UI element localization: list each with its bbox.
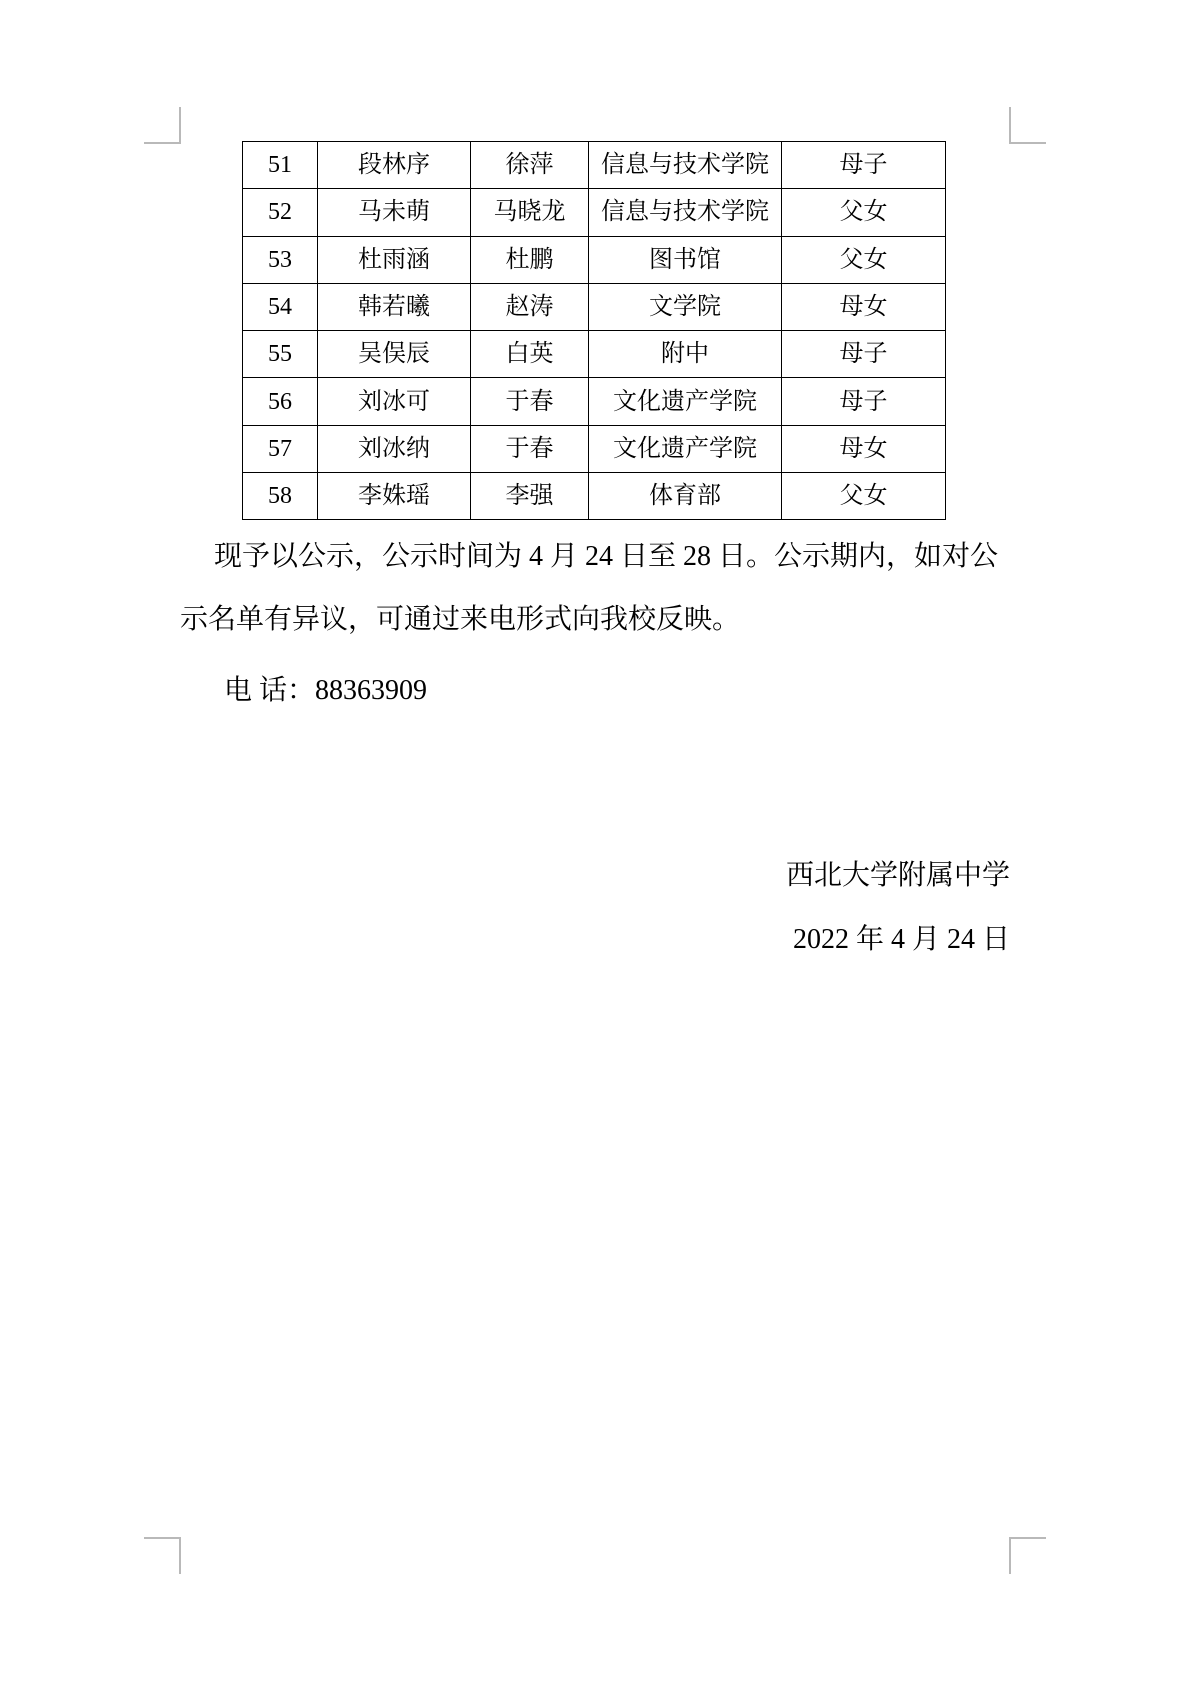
table-cell: 55 bbox=[243, 331, 318, 378]
notice-line-2: 示名单有异议，可通过来电形式向我校反映。 bbox=[180, 604, 741, 635]
table-cell: 刘冰纳 bbox=[318, 425, 471, 472]
table-cell: 母子 bbox=[782, 331, 946, 378]
table-row bbox=[243, 378, 946, 425]
table-cell: 文学院 bbox=[589, 283, 782, 330]
crop-mark-top-right bbox=[1009, 107, 1046, 144]
table-cell: 韩若曦 bbox=[318, 283, 471, 330]
table-cell: 图书馆 bbox=[589, 236, 782, 283]
table-row bbox=[243, 189, 946, 236]
table-cell: 57 bbox=[243, 425, 318, 472]
table-row bbox=[243, 236, 946, 283]
table-cell: 父女 bbox=[782, 473, 946, 520]
table-cell: 54 bbox=[243, 283, 318, 330]
table-cell: 父女 bbox=[782, 236, 946, 283]
table-cell: 文化遗产学院 bbox=[589, 425, 782, 472]
table-cell: 杜鹏 bbox=[471, 236, 589, 283]
table-cell: 信息与技术学院 bbox=[589, 189, 782, 236]
table-cell: 徐萍 bbox=[471, 142, 589, 189]
table-cell: 53 bbox=[243, 236, 318, 283]
table-cell: 文化遗产学院 bbox=[589, 378, 782, 425]
table-cell: 吴俣辰 bbox=[318, 331, 471, 378]
table-cell: 母子 bbox=[782, 378, 946, 425]
table-cell: 51 bbox=[243, 142, 318, 189]
table-row bbox=[243, 331, 946, 378]
signature-block bbox=[180, 844, 1010, 972]
crop-mark-bottom-right bbox=[1009, 1537, 1046, 1574]
table-cell: 52 bbox=[243, 189, 318, 236]
table-cell: 杜雨涵 bbox=[318, 236, 471, 283]
table-cell: 赵涛 bbox=[471, 283, 589, 330]
roster-table-body bbox=[243, 142, 946, 520]
phone-line: 电 话：88363909 bbox=[224, 675, 428, 706]
table-cell: 母女 bbox=[782, 425, 946, 472]
table-cell: 于春 bbox=[471, 425, 589, 472]
table-cell: 母女 bbox=[782, 283, 946, 330]
table-row bbox=[243, 142, 946, 189]
table-cell: 信息与技术学院 bbox=[589, 142, 782, 189]
table-cell: 白英 bbox=[471, 331, 589, 378]
table-cell: 刘冰可 bbox=[318, 378, 471, 425]
table-cell: 马未萌 bbox=[318, 189, 471, 236]
table-cell: 附中 bbox=[589, 331, 782, 378]
notice-paragraph bbox=[180, 525, 1012, 651]
table-cell: 于春 bbox=[471, 378, 589, 425]
table-cell: 马晓龙 bbox=[471, 189, 589, 236]
table-cell: 体育部 bbox=[589, 473, 782, 520]
table-cell: 56 bbox=[243, 378, 318, 425]
roster-table bbox=[242, 141, 946, 520]
signature-date: 2022 年 4 月 24 日 bbox=[792, 924, 1010, 955]
table-row bbox=[243, 473, 946, 520]
notice-line-1: 现予以公示，公示时间为 4 月 24 日至 28 日。公示期内，如对公 bbox=[214, 541, 999, 572]
table-cell: 李强 bbox=[471, 473, 589, 520]
crop-mark-bottom-left bbox=[144, 1537, 181, 1574]
table-row bbox=[243, 283, 946, 330]
table-cell: 段林序 bbox=[318, 142, 471, 189]
table-cell: 父女 bbox=[782, 189, 946, 236]
table-row bbox=[243, 425, 946, 472]
crop-mark-top-left bbox=[144, 107, 181, 144]
table-cell: 58 bbox=[243, 473, 318, 520]
table-cell: 李姝瑶 bbox=[318, 473, 471, 520]
signature-org: 西北大学附属中学 bbox=[785, 860, 1010, 891]
table-cell: 母子 bbox=[782, 142, 946, 189]
